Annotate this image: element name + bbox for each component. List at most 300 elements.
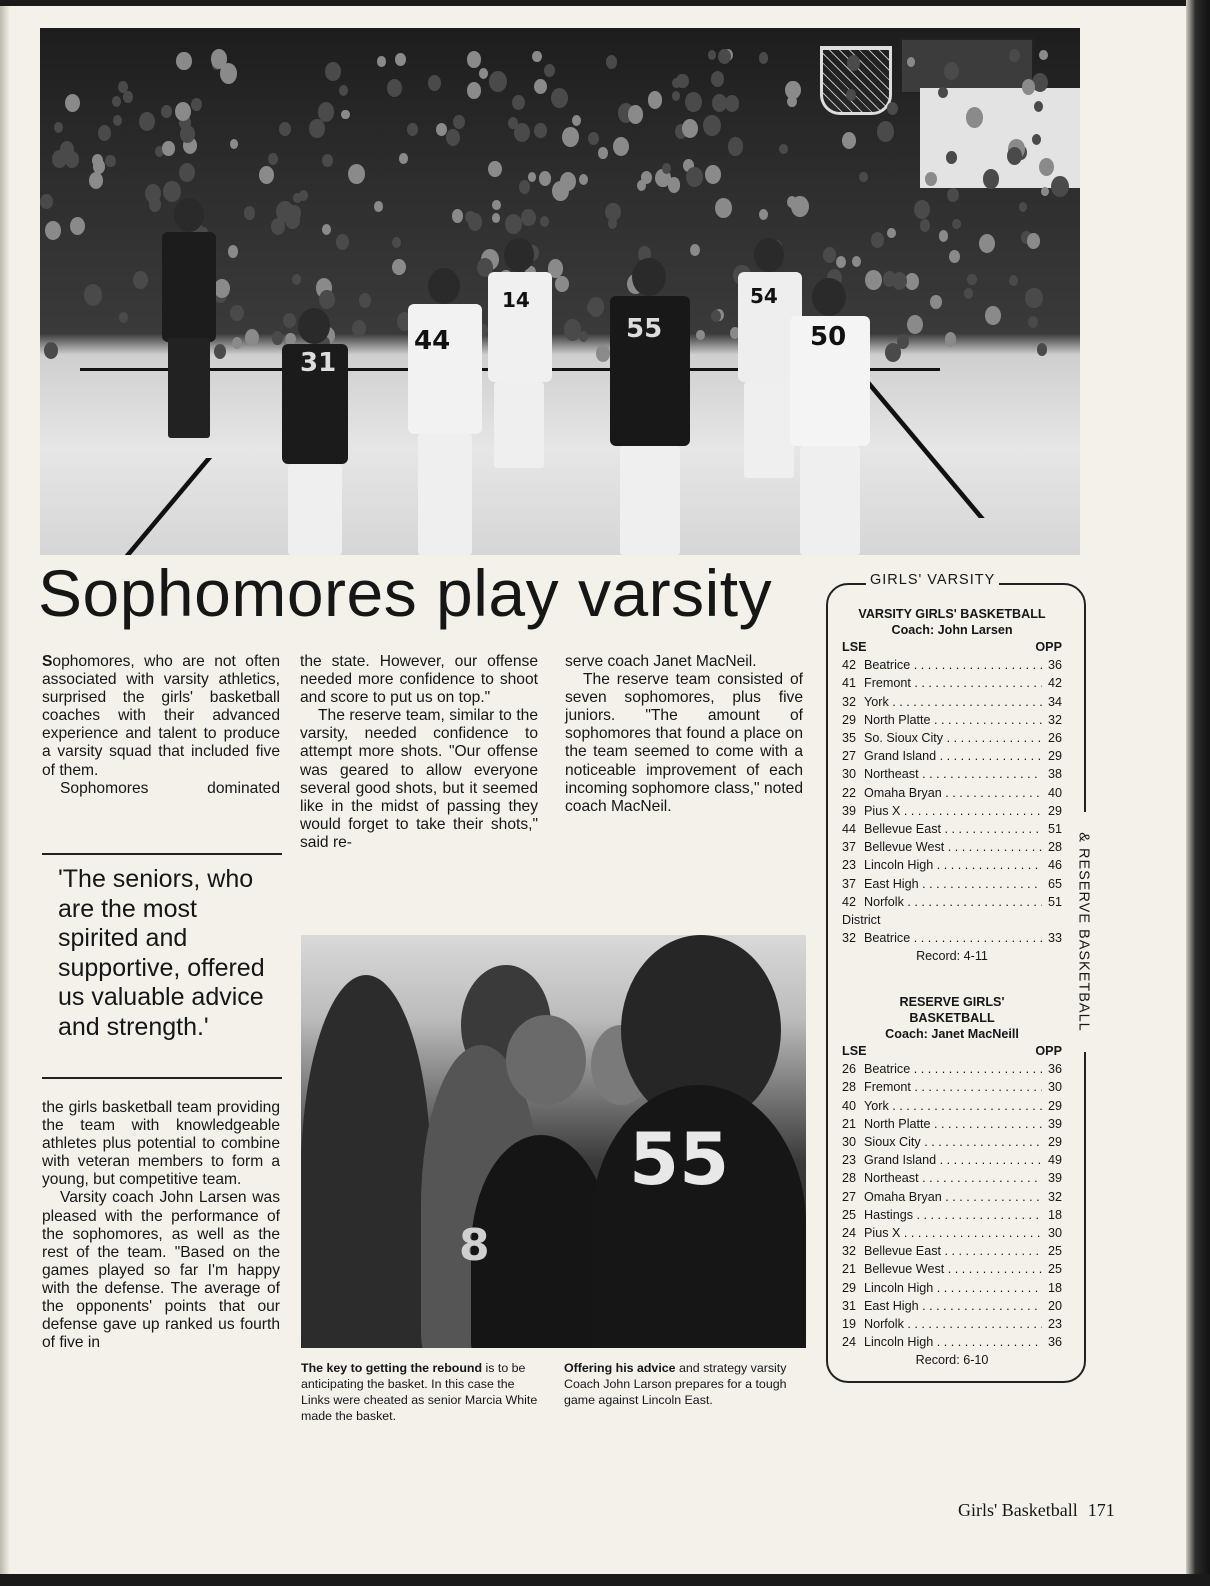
game-photo <box>40 28 1080 555</box>
score-row <box>842 729 1062 747</box>
lse-score: 21 <box>842 1262 857 1277</box>
reserve-title: BASKETBALL <box>909 1011 995 1025</box>
spectator <box>791 196 809 217</box>
paragraph-text: ophomores, who are not often associated with varsity athletics, surprised the girls' basketball coaches with their advanced experience and talent to produce a varsity squad that included five of them. <box>42 653 280 779</box>
lse-score: 37 <box>842 876 857 891</box>
lse-score: 28 <box>842 1080 857 1095</box>
spectator <box>949 250 961 264</box>
lse-score: 44 <box>842 822 857 837</box>
spectator <box>519 180 531 194</box>
section-tab <box>1073 812 1095 1052</box>
backboard <box>900 38 1034 94</box>
spectator <box>84 284 102 305</box>
lse-score: 29 <box>842 1280 857 1295</box>
score-row <box>842 1206 1062 1224</box>
opp-score: 25 <box>1042 1242 1062 1260</box>
opponent-name: Pius X . . . <box>864 802 1042 820</box>
pull-quote: 'The seniors, who are the most spirited and supportive, offered us valuable advice and strength.' <box>42 853 282 1079</box>
score-row <box>842 711 1062 729</box>
spectator <box>877 121 894 142</box>
spectator <box>925 172 937 186</box>
player <box>150 198 230 448</box>
photo-caption <box>564 1360 806 1408</box>
spectator <box>966 107 983 128</box>
spectator <box>705 165 721 184</box>
lse-score: 41 <box>842 676 857 691</box>
spectator <box>979 234 995 253</box>
spectator <box>161 105 172 118</box>
spectator <box>395 53 406 66</box>
spectator <box>528 172 536 182</box>
opponent-name: Omaha Bryan . . . <box>864 1188 1042 1206</box>
player <box>780 278 880 555</box>
spectator <box>489 71 507 92</box>
opponent-name: East High . . . <box>864 1297 1042 1315</box>
spectator <box>1025 288 1042 309</box>
opponent-name: Grand Island . . . <box>864 1151 1042 1169</box>
spectator <box>293 193 302 203</box>
opp-score: 65 <box>1042 875 1062 893</box>
player <box>480 238 560 468</box>
spectator <box>276 201 294 222</box>
spectator <box>465 211 475 224</box>
opp-score: 51 <box>1042 820 1062 838</box>
score-row <box>842 693 1062 711</box>
opp-score: 30 <box>1042 1224 1062 1242</box>
opponent-name: Sioux City . . . <box>864 1133 1042 1151</box>
person-silhouette <box>301 975 431 1348</box>
spectator <box>785 81 801 100</box>
spectator <box>44 342 58 359</box>
spectator <box>588 132 599 146</box>
spectator <box>377 56 386 66</box>
lse-score: 30 <box>842 1135 857 1150</box>
spectator <box>759 209 768 220</box>
spectator <box>446 129 460 146</box>
spectator <box>945 332 957 346</box>
spectator <box>341 110 349 120</box>
score-row <box>842 784 1062 802</box>
opp-score: 36 <box>1042 656 1062 674</box>
reserve-coach: Coach: Janet MacNeill <box>885 1027 1019 1041</box>
spectator <box>532 51 542 63</box>
spectator <box>348 164 365 184</box>
spectator <box>244 206 255 219</box>
spectator <box>952 219 961 230</box>
spectator <box>336 234 349 250</box>
huddle-photo <box>301 935 806 1348</box>
spectator <box>648 91 663 109</box>
opp-score: 36 <box>1042 1060 1062 1078</box>
opponent-name: Northeast . . . <box>864 1169 1042 1187</box>
spectator <box>119 312 128 323</box>
spectator <box>560 172 576 191</box>
spectator <box>230 305 243 321</box>
opp-score: 32 <box>1042 711 1062 729</box>
spectator <box>133 271 148 290</box>
opponent-name: Lincoln High . . . <box>864 856 1042 874</box>
opp-score: 26 <box>1042 729 1062 747</box>
spectator <box>45 221 61 240</box>
spectator <box>613 137 629 156</box>
score-row <box>842 875 1062 893</box>
spectator <box>967 274 976 285</box>
opponent-name: Bellevue East . . . <box>864 1242 1042 1260</box>
sidebar-label: GIRLS' VARSITY <box>866 572 999 588</box>
spectator <box>712 94 727 112</box>
opp-score: 33 <box>1042 929 1062 947</box>
score-row <box>842 656 1062 674</box>
spectator <box>685 92 702 113</box>
spectator <box>1032 134 1041 145</box>
spectator <box>54 122 63 133</box>
spectator <box>725 95 739 111</box>
spectator <box>871 232 884 248</box>
spectator <box>113 115 123 126</box>
gym-wall <box>920 88 1080 188</box>
opp-score: 23 <box>1042 1315 1062 1333</box>
spectator <box>938 87 947 98</box>
photo-caption <box>301 1360 541 1424</box>
spectator <box>944 62 959 80</box>
score-row <box>842 1242 1062 1260</box>
lse-score: 23 <box>842 858 857 873</box>
opp-score: 29 <box>1042 1097 1062 1115</box>
opponent-name: Hastings . . . <box>864 1206 1042 1224</box>
spectator <box>105 155 115 167</box>
spectator <box>65 94 80 112</box>
spectator <box>985 306 1000 325</box>
page-edge-bottom <box>0 1574 1210 1586</box>
lse-score: 21 <box>842 1116 857 1131</box>
opponent-name: Norfolk . . . <box>864 893 1042 911</box>
spectator <box>1039 50 1048 61</box>
spectator <box>453 115 465 129</box>
spectator <box>1009 275 1018 286</box>
article-paragraph: The reserve team, similar to the varsity, needed confidence to attempt more shots. "Our offense was geared to allow everyone several good shots, but it seemed like in the midst of passing they would forget to take their shots," said re- <box>300 707 538 851</box>
article-column-3 <box>565 653 803 816</box>
score-row <box>842 1188 1062 1206</box>
score-row <box>842 1151 1062 1169</box>
spectator <box>322 224 331 235</box>
opp-score: 32 <box>1042 1188 1062 1206</box>
spectator <box>211 49 227 69</box>
lse-score: 25 <box>842 1207 857 1222</box>
score-row <box>842 1169 1062 1187</box>
score-row <box>842 1115 1062 1133</box>
spectator <box>728 137 744 156</box>
spectator <box>579 174 588 185</box>
spectator <box>964 288 973 298</box>
opponent-name: Fremont . . . <box>864 674 1042 692</box>
district-label: District <box>842 913 881 928</box>
spectator <box>1009 49 1020 62</box>
opp-score: 20 <box>1042 1297 1062 1315</box>
score-row <box>842 929 1062 947</box>
lse-score: 42 <box>842 894 857 909</box>
spectator <box>40 194 53 209</box>
page-footer <box>958 1500 1115 1521</box>
spectator <box>399 153 408 164</box>
article-column-2 <box>300 653 538 852</box>
score-row <box>842 820 1062 838</box>
spectator <box>852 256 861 267</box>
player <box>270 308 360 555</box>
caption-text: and strategy varsity Coach John Larson prepares for a tough game against Lincoln East. <box>564 1361 787 1407</box>
spectator <box>387 79 402 97</box>
page-edge-right <box>1186 0 1210 1586</box>
lse-score: 23 <box>842 1153 857 1168</box>
opp-score: 29 <box>1042 802 1062 820</box>
score-row <box>842 674 1062 692</box>
spectator <box>162 141 174 156</box>
caption-lead: The key to getting the rebound <box>301 1361 483 1375</box>
spectator <box>920 219 931 232</box>
article-paragraph: the state. However, our offense needed more confidence to shoot and score to put us on top." <box>300 653 538 707</box>
season-record: Record: 6-10 <box>915 1353 989 1368</box>
opp-score: 25 <box>1042 1260 1062 1278</box>
spectator <box>823 247 836 263</box>
spectator <box>176 52 191 71</box>
opp-score: 49 <box>1042 1151 1062 1169</box>
opponent-name: York . . . <box>864 693 1042 711</box>
spectator <box>245 329 259 346</box>
spectator <box>534 79 547 94</box>
jersey-number: 14 <box>502 288 530 312</box>
spectator <box>564 319 582 340</box>
spectator <box>123 91 132 102</box>
spectator <box>467 82 481 99</box>
spectator <box>540 216 549 227</box>
spectator <box>905 273 919 289</box>
spectator <box>492 213 500 223</box>
lse-score: 27 <box>842 1189 857 1204</box>
jersey-number: 50 <box>810 322 847 352</box>
jersey-number: 55 <box>629 1117 730 1201</box>
spectator <box>467 51 481 68</box>
opponent-name: North Platte . . . <box>864 711 1042 729</box>
spectator <box>892 272 907 290</box>
jersey-number: 44 <box>414 326 451 356</box>
page-number: 171 <box>1087 1500 1115 1520</box>
spectator <box>309 119 324 138</box>
section-name: Girls' Basketball <box>958 1500 1078 1520</box>
spectator <box>512 95 525 110</box>
reserve-scores <box>842 994 1062 1370</box>
spectator <box>292 274 301 285</box>
spectator <box>175 102 191 121</box>
spectator <box>534 123 546 137</box>
spectator <box>279 122 291 136</box>
spectator <box>539 171 552 186</box>
spectator <box>1037 343 1048 356</box>
spectator <box>230 139 238 149</box>
spectator <box>374 201 383 212</box>
lse-score: 24 <box>842 1335 857 1350</box>
opponent-name: York . . . <box>864 1097 1042 1115</box>
opp-score: 36 <box>1042 1333 1062 1351</box>
score-row <box>842 802 1062 820</box>
score-row <box>842 1060 1062 1078</box>
opp-score: 18 <box>1042 1206 1062 1224</box>
opp-score: 38 <box>1042 765 1062 783</box>
spectator <box>859 172 868 183</box>
opponent-name: So. Sioux City . . . <box>864 729 1042 747</box>
spectator <box>711 71 724 87</box>
opp-score: 42 <box>1042 674 1062 692</box>
opponent-name: Bellevue West . . . <box>864 1260 1042 1278</box>
lse-score: 32 <box>842 1244 857 1259</box>
opp-score: 28 <box>1042 838 1062 856</box>
spectator <box>139 112 155 131</box>
spectator <box>708 50 716 60</box>
opponent-name: Northeast . . . <box>864 765 1042 783</box>
person-silhouette <box>506 1015 586 1105</box>
score-row <box>842 1097 1062 1115</box>
opp-score: 39 <box>1042 1169 1062 1187</box>
lse-score: 32 <box>842 931 857 946</box>
spectator <box>842 132 857 150</box>
spectator <box>718 49 731 64</box>
spectator <box>268 153 278 165</box>
spectator <box>325 62 341 81</box>
spectator <box>637 180 646 191</box>
spectator <box>672 91 680 101</box>
spectator <box>939 230 948 241</box>
caption-text: is to be anticipating the basket. In this case the Links were cheated as senior Marcia White made the basket. <box>301 1361 538 1423</box>
score-row <box>842 1133 1062 1151</box>
spectator <box>628 105 643 123</box>
opp-score: 40 <box>1042 784 1062 802</box>
score-list <box>842 1060 1062 1351</box>
article-paragraph: serve coach Janet MacNeil. <box>565 653 757 670</box>
spectator <box>359 293 372 308</box>
spectator <box>118 81 128 93</box>
spectator <box>407 123 417 136</box>
spectator <box>572 115 581 126</box>
spectator <box>587 301 598 314</box>
lse-score: 31 <box>842 1298 857 1313</box>
spectator <box>606 55 617 68</box>
spectator <box>505 214 522 234</box>
lse-score: 40 <box>842 1098 857 1113</box>
opp-score: 29 <box>1042 747 1062 765</box>
lse-score: 29 <box>842 712 857 727</box>
section-tab-text: & RESERVE BASKETBALL <box>1076 832 1093 1032</box>
spectator <box>930 295 942 309</box>
score-row <box>842 1297 1062 1315</box>
spectator <box>897 334 909 348</box>
opp-score: 46 <box>1042 856 1062 874</box>
spectator <box>319 290 335 309</box>
opp-score: 34 <box>1042 693 1062 711</box>
score-header <box>842 638 1062 656</box>
opponent-name: Lincoln High . . . <box>864 1333 1042 1351</box>
spectator <box>392 237 401 248</box>
score-row <box>842 1260 1062 1278</box>
spectator <box>428 75 441 91</box>
spectator <box>492 200 501 211</box>
spectator <box>339 85 348 96</box>
jersey-number: 54 <box>750 284 778 308</box>
player <box>400 268 490 555</box>
season-record: Record: 4-11 <box>916 949 988 964</box>
spectator <box>1027 233 1040 248</box>
spectator <box>668 177 681 192</box>
spectator <box>1051 176 1069 197</box>
score-row <box>842 893 1062 911</box>
lse-score: 27 <box>842 749 857 764</box>
spectator <box>179 163 195 182</box>
spectator <box>191 98 202 111</box>
article-column-1 <box>42 653 280 798</box>
lse-score: 26 <box>842 1062 857 1077</box>
spectator <box>322 154 333 167</box>
spectator <box>779 144 787 154</box>
opponent-name: Grand Island . . . <box>864 747 1042 765</box>
lse-score: 28 <box>842 1171 857 1186</box>
spectator <box>983 169 999 188</box>
jersey-number: 8 <box>459 1220 490 1271</box>
opp-score: 18 <box>1042 1279 1062 1297</box>
drop-cap: S <box>42 653 53 670</box>
lse-score: 30 <box>842 767 857 782</box>
opponent-name: Fremont . . . <box>864 1078 1042 1096</box>
spectator <box>98 125 111 141</box>
opponent-name: Omaha Bryan . . . <box>864 784 1042 802</box>
lse-score: 24 <box>842 1226 857 1241</box>
opponent-name: Beatrice . . . <box>864 929 1042 947</box>
spectator <box>887 102 898 116</box>
opponent-name: North Platte . . . <box>864 1115 1042 1133</box>
score-row <box>842 838 1062 856</box>
score-row <box>842 765 1062 783</box>
opponent-name: Bellevue West . . . <box>864 838 1042 856</box>
opponent-name: Pius X . . . <box>864 1224 1042 1242</box>
spectator <box>759 52 768 63</box>
lse-score: 22 <box>842 785 857 800</box>
score-list <box>842 656 1062 911</box>
player <box>600 258 700 555</box>
opponent-name: East High . . . <box>864 875 1042 893</box>
spectator <box>946 151 956 164</box>
spectator <box>232 337 242 349</box>
spectator <box>887 228 895 238</box>
spectator <box>686 167 702 187</box>
lse-score: 19 <box>842 1317 857 1332</box>
score-row <box>842 1333 1062 1351</box>
lse-score: 39 <box>842 803 857 818</box>
lse-score: 35 <box>842 731 857 746</box>
spectator <box>318 102 334 122</box>
article-paragraph: Varsity coach John Larsen was pleased with the performance of the sophomores, as well as the rest of the team. "Based on the games played so far I'm happy with the defense. The average of the opponents' points that our defense gave up ranked us fourth of five in <box>42 1189 280 1352</box>
jersey-number: 31 <box>300 348 337 378</box>
opp-score: 39 <box>1042 1115 1062 1133</box>
varsity-scores <box>842 606 1062 966</box>
article-paragraph: The reserve team consisted of seven sophomores, plus five juniors. "The amount of sophomores that found a place on the team seemed to come with a noticeable improvement of each incoming sophomore class," noted coach MacNeil. <box>565 671 803 815</box>
opponent-name: Beatrice . . . <box>864 656 1042 674</box>
spectator <box>605 203 621 222</box>
spectator <box>715 198 732 218</box>
opp-header: OPP <box>1035 1044 1062 1058</box>
opponent-name: Beatrice . . . <box>864 1060 1042 1078</box>
caption-lead: Offering his advice <box>564 1361 676 1375</box>
spectator <box>907 315 923 334</box>
spectator <box>544 64 555 77</box>
spectator <box>259 166 274 184</box>
spectator <box>488 161 501 177</box>
score-row <box>842 1315 1062 1333</box>
